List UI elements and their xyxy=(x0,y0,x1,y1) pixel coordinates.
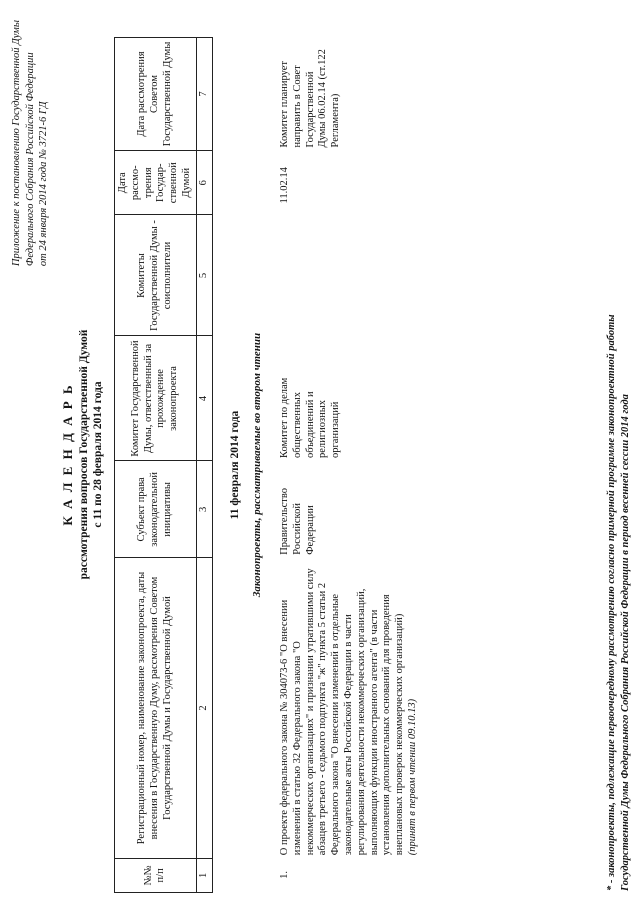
bill-initiator: Правительство Российской Федерации xyxy=(278,488,316,555)
col-header-co-committees: Комитеты Государственной Думы - соисполнители xyxy=(114,215,196,336)
page-subtitle-2: с 11 по 28 февраля 2014 года xyxy=(91,381,104,528)
column-number-6: 6 xyxy=(196,150,212,215)
bill-co-committees xyxy=(266,215,422,336)
footnote-line-2: Государственной Думы Федерального Собрания Российской Федерации в период весенней сессии 2014 года xyxy=(619,394,631,891)
col-header-duma-date: Дата рассмо- трения Государ- ственной Думой xyxy=(114,150,196,215)
section-heading-row xyxy=(244,38,266,893)
calendar-table xyxy=(114,37,422,893)
page-subtitle-1: рассмотрения вопросов Государственной Думой xyxy=(77,329,90,580)
bill-description-cell xyxy=(266,558,422,858)
date-heading-row xyxy=(212,38,244,893)
bill-row-number: 1. xyxy=(278,870,290,879)
column-number-4: 4 xyxy=(196,336,212,461)
footnote-line-1: * - законопроекты, подлежащие первоочередному рассмотрению согласно примерной программе законопроектной работы xyxy=(605,314,617,891)
col-header-committee: Комитет Государственной Думы, ответственный за прохождение законопроекта xyxy=(114,336,196,461)
bill-row xyxy=(266,38,422,893)
column-number-7: 7 xyxy=(196,38,212,151)
bill-council-date-note: Комитет планирует направить в Совет Государственной Думы 06.02.14 (ст.122 Регламента) xyxy=(278,49,342,148)
col-header-number: №№ п/п xyxy=(114,858,196,892)
bill-committee: Комитет по делам общественных объединений и религиозных организаций xyxy=(278,377,342,458)
calendar-title-block xyxy=(60,16,104,893)
bill-description: О проекте федерального закона № 304073-6 "О внесении изменений в статью 32 Федерального закона "О некоммерческих организациях" и признании утратившими силу абзацев третьего - седьмого подпункта "ж" пункта 5 статьи 2 Федерального закона "О внесении изменений в отдельные законодательные акты Российской Федерации в части регулирования деятельности некоммерческих организаций, выполняющих функции иностранного агента" (в части установления дополнительных оснований для проведения внеплановых проверок некоммерческих организаций) xyxy=(278,568,406,856)
appendix-line-3: от 24 января 2014 года № 3721-6 ГД xyxy=(38,101,50,267)
column-number-2: 2 xyxy=(196,558,212,858)
bill-duma-date: 11.02.14 xyxy=(278,167,290,204)
date-heading: 11 февраля 2014 года xyxy=(228,410,241,520)
bill-first-reading-note: (принят в первом чтении 09.10.13) xyxy=(406,698,418,856)
col-header-council-date: Дата рассмотрения Советом Государственной Думы xyxy=(114,38,196,151)
table-header-row xyxy=(114,38,196,893)
col-header-initiator: Субъект права законодательной инициативы xyxy=(114,461,196,558)
column-number-5: 5 xyxy=(196,215,212,336)
page-title: К А Л Е Н Д А Р Ь xyxy=(59,383,75,526)
column-number-3: 3 xyxy=(196,461,212,558)
col-header-bill-info: Регистрационный номер, наименование законопроекта, даты внесения в Государственную Думу, рассмотрения Советом Государственной Думы и Государственной Думой xyxy=(114,558,196,858)
appendix-line-2: Федерального Собрания Российской Федерации xyxy=(24,52,36,267)
footnote xyxy=(605,314,633,891)
column-number-row xyxy=(196,38,212,893)
section-heading: Законопроекты, рассматриваемые во втором чтении xyxy=(250,332,263,598)
appendix-line-1: Приложение к постановлению Государственной Думы xyxy=(11,20,22,267)
appendix-note xyxy=(10,20,51,266)
column-number-1: 1 xyxy=(196,858,212,892)
